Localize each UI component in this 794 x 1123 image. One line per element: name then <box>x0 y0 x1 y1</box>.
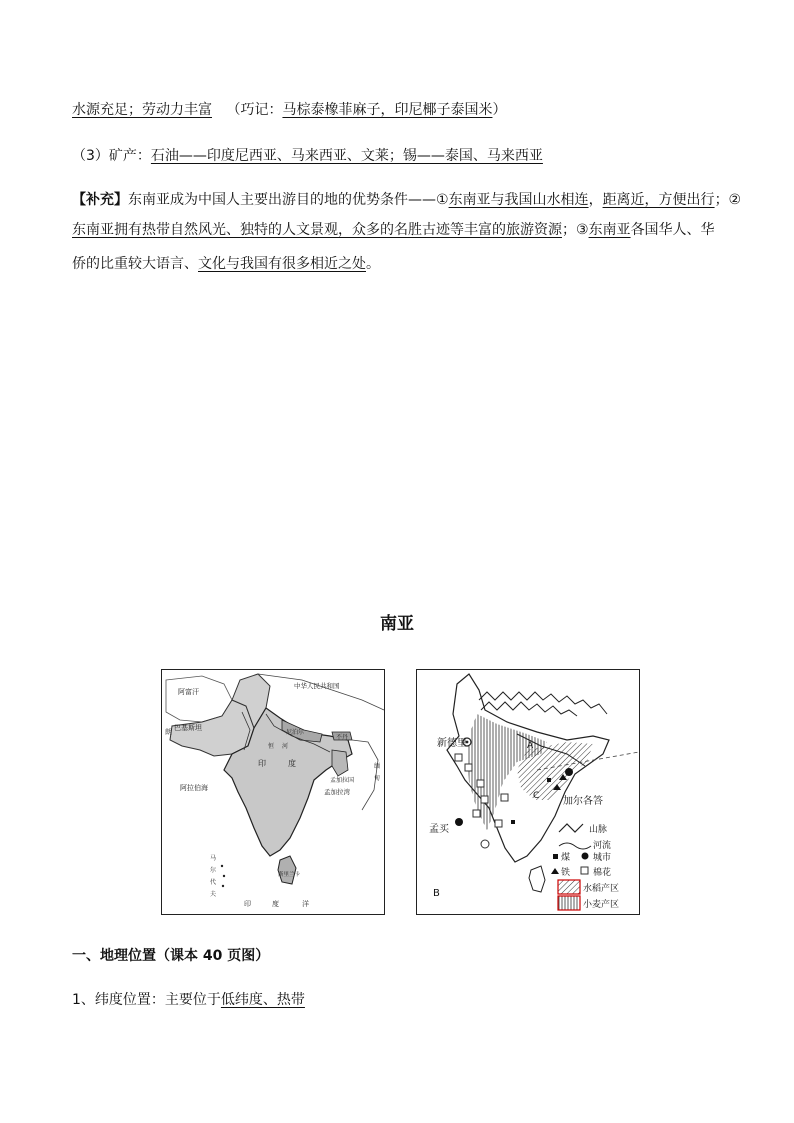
supplement-text: 东南亚 <box>128 192 170 208</box>
label-bhutan: 不丹 <box>336 734 349 741</box>
minerals-answer: 石油——印度尼西亚、马来西亚、文莱；锡——泰国、马来西亚 <box>150 148 543 164</box>
mnemonic-prefix: （巧记： <box>226 102 283 118</box>
supplement-line-3 <box>72 254 380 274</box>
label-indian-ocean-2: 度 <box>272 900 279 908</box>
supplement-text: ；② <box>714 192 742 208</box>
label-indian-ocean-3: 洋 <box>302 900 309 908</box>
legend-river: 河流 <box>593 841 612 851</box>
latitude-label: 1、纬度位置：主要位于 <box>72 992 221 1008</box>
label-indian-ocean-1: 印 <box>244 900 251 908</box>
supplement-underlined: 东南亚与我国山水相连 <box>448 192 589 208</box>
latitude-answer: 低纬度、热带 <box>220 992 305 1008</box>
supplement-text: 成为中国人主要出游目的地的优势条件——① <box>170 192 449 208</box>
label-afghanistan: 阿富汗 <box>178 688 199 696</box>
legend-mountain: 山脉 <box>589 825 608 835</box>
label-bangladesh: 孟加拉国 <box>330 777 355 784</box>
supplement-text: 。 <box>366 256 380 272</box>
supplement-text: ；③ <box>562 222 589 238</box>
supplement-underlined: 东南亚 <box>588 222 631 238</box>
legend-iron: 铁 <box>561 868 571 878</box>
label-myanmar-1: 缅 <box>374 763 381 770</box>
label-nepal: 尼泊尔 <box>286 729 305 736</box>
supplement-underlined: 东南亚拥有热带自然风光、独特的人文景观，众多的名胜古迹等 <box>72 222 464 238</box>
section-heading-location: 一、地理位置（课本 40 页图） <box>72 948 270 964</box>
marker-a: A <box>527 741 534 751</box>
marker-b: B <box>433 888 440 899</box>
label-myanmar-2: 甸 <box>374 775 381 782</box>
label-mumbai: 孟买 <box>429 824 449 835</box>
supplement-line-1 <box>72 190 741 210</box>
label-maldives-3: 代 <box>210 879 217 886</box>
marker-c: C <box>533 791 540 801</box>
south-asia-political-map <box>161 669 385 915</box>
mnemonic-suffix: ） <box>492 102 507 118</box>
legend-cotton: 棉花 <box>593 868 612 878</box>
mnemonic-text: 马棕泰橡菲麻子，印尼椰子泰国米 <box>282 102 493 118</box>
label-bay-of-bengal: 孟加拉湾 <box>324 788 350 796</box>
legend-city: 城市 <box>593 853 612 863</box>
economic-map-svg <box>417 670 639 914</box>
label-iran: 朗 <box>165 728 172 736</box>
supplement-underlined: 距离近，方便出行 <box>602 192 715 208</box>
supplement-tag: 【补充】 <box>72 192 128 208</box>
supplement-line-2 <box>72 220 715 240</box>
paragraph-agriculture-conditions <box>72 100 506 120</box>
underlined-answer: 水源充足；劳动力丰富 <box>72 102 212 118</box>
label-river: 河 <box>282 743 289 750</box>
political-map-svg <box>162 670 384 914</box>
supplement-text: 侨的比重较大语言、 <box>72 256 198 272</box>
latitude-position-item <box>72 990 305 1010</box>
minerals-label: （3）矿产： <box>72 148 151 164</box>
label-arabian-sea: 阿拉伯海 <box>180 784 208 792</box>
legend-rice: 水稻产区 <box>583 884 620 894</box>
section-title: 南亚 <box>380 614 414 634</box>
label-sri-lanka: 斯里兰卡 <box>278 872 301 878</box>
supplement-text: 各国华人、华 <box>630 222 715 238</box>
label-india-2: 度 <box>288 759 296 768</box>
label-china: 中华人民共和国 <box>294 682 340 690</box>
label-new-delhi: 新德里 <box>437 738 467 749</box>
paragraph-minerals <box>72 146 543 166</box>
legend-wheat: 小麦产区 <box>583 900 620 910</box>
label-maldives-2: 尔 <box>210 867 217 874</box>
supplement-underlined: 丰富的旅游资源 <box>464 222 562 238</box>
label-river-ganges: 恒 <box>268 743 275 750</box>
label-pakistan: 巴基斯坦 <box>174 724 202 732</box>
map-legend <box>551 823 619 910</box>
label-india-1: 印 <box>258 759 266 768</box>
label-maldives-4: 夫 <box>210 891 217 898</box>
supplement-text: ， <box>588 192 603 208</box>
label-maldives-1: 马 <box>210 855 217 862</box>
india-economic-map <box>416 669 640 915</box>
supplement-underlined: 文化与我国有很多相近之处 <box>198 256 366 272</box>
legend-coal: 煤 <box>561 853 571 863</box>
label-kolkata: 加尔各答 <box>563 796 603 807</box>
